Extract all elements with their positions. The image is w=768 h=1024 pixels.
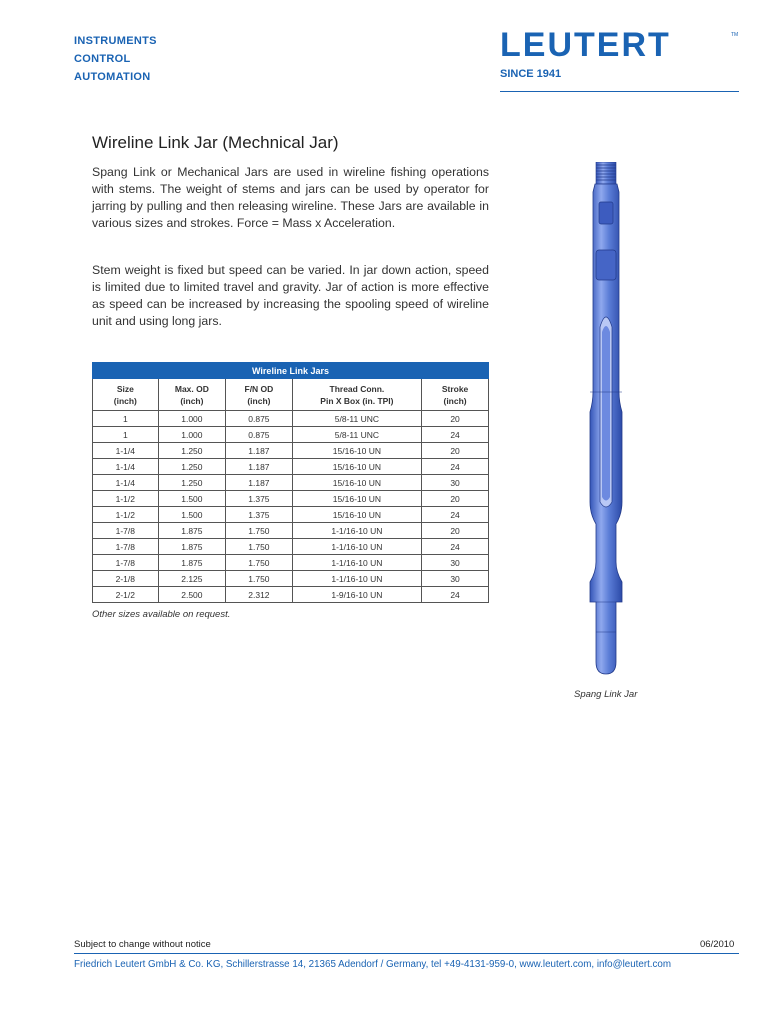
table-cell: 1.250 [158, 475, 225, 491]
page-title: Wireline Link Jar (Mechnical Jar) [92, 133, 339, 152]
table-cell: 1.875 [158, 539, 225, 555]
table-cell: 1.250 [158, 443, 225, 459]
table-cell: 1-1/16-10 UN [292, 523, 421, 539]
table-row [93, 443, 489, 459]
table-cell: 1-7/8 [93, 539, 159, 555]
tagline-automation: AUTOMATION [74, 71, 151, 83]
company-logo: LEUTERT [500, 26, 671, 64]
tagline-instruments: INSTRUMENTS [74, 35, 157, 47]
table-header-row [93, 379, 489, 411]
table-cell: 30 [422, 555, 489, 571]
table-cell: 2.500 [158, 587, 225, 603]
table-row [93, 459, 489, 475]
footer-divider [74, 953, 739, 954]
table-cell: 20 [422, 491, 489, 507]
figure-caption: Spang Link Jar [574, 689, 638, 700]
table-cell: 1-1/16-10 UN [292, 539, 421, 555]
table-cell: 1-1/4 [93, 459, 159, 475]
table-row [93, 555, 489, 571]
table-cell: 24 [422, 459, 489, 475]
column-header-line: Pin X Box (in. TPI) [320, 395, 394, 406]
table-cell: 1.375 [226, 491, 293, 507]
body-window [596, 250, 616, 280]
table-cell: 1.500 [158, 507, 225, 523]
table-cell: 15/16-10 UN [292, 459, 421, 475]
table-cell: 1-1/16-10 UN [292, 571, 421, 587]
tagline-control: CONTROL [74, 53, 131, 65]
footer-date: 06/2010 [700, 939, 735, 950]
column-header-line: (inch) [247, 395, 271, 406]
table-cell: 1.750 [226, 555, 293, 571]
column-header [93, 379, 159, 411]
table-row [93, 571, 489, 587]
table-row [93, 411, 489, 427]
column-header-line: F/N OD [244, 383, 274, 394]
footer-notice: Subject to change without notice [74, 939, 211, 950]
table-row [93, 523, 489, 539]
fishing-neck-slot [599, 202, 613, 224]
since-label: SINCE 1941 [500, 68, 562, 80]
table-cell: 15/16-10 UN [292, 443, 421, 459]
table-cell: 1-1/4 [93, 475, 159, 491]
table-cell: 0.875 [226, 411, 293, 427]
table-cell: 2-1/8 [93, 571, 159, 587]
table-cell: 1.000 [158, 411, 225, 427]
table-row [93, 427, 489, 443]
table-cell: 1.750 [226, 539, 293, 555]
header-divider [500, 91, 739, 92]
table-cell: 2.312 [226, 587, 293, 603]
intro-paragraph: Spang Link or Mechanical Jars are used in wireline fishing operations with stems. The weight of stems and jars can be used by operator for jarring by pulling and then releasing wireline. These Jars are available in various sizes and strokes. Force = Mass x Acceleration. [92, 165, 489, 230]
table-cell: 30 [422, 475, 489, 491]
table-cell: 2-1/2 [93, 587, 159, 603]
table-cell: 1.750 [226, 571, 293, 587]
table-cell: 1.187 [226, 459, 293, 475]
table-cell: 24 [422, 587, 489, 603]
table-caption: Wireline Link Jars [93, 363, 489, 379]
table-cell: 15/16-10 UN [292, 491, 421, 507]
table-cell: 24 [422, 507, 489, 523]
table-cell: 1.875 [158, 523, 225, 539]
column-header-line: Thread Conn. [329, 383, 385, 394]
table-cell: 1-9/16-10 UN [292, 587, 421, 603]
table-row [93, 587, 489, 603]
column-header-line: (inch) [443, 395, 467, 406]
table-cell: 15/16-10 UN [292, 507, 421, 523]
table-cell: 1 [93, 427, 159, 443]
column-header-line: Max. OD [174, 383, 209, 394]
table-body [93, 411, 489, 603]
trademark-mark: TM [731, 32, 739, 38]
table-cell: 20 [422, 411, 489, 427]
table-row [93, 507, 489, 523]
table-cell: 5/8-11 UNC [292, 411, 421, 427]
thread-pin [596, 162, 616, 184]
column-header [292, 379, 421, 411]
table-row [93, 539, 489, 555]
column-header-line: (inch) [180, 395, 204, 406]
table-cell: 1-7/8 [93, 555, 159, 571]
table-cell: 1-1/4 [93, 443, 159, 459]
spang-link-jar-illustration [578, 162, 634, 682]
table-cell: 24 [422, 539, 489, 555]
table-cell: 1 [93, 411, 159, 427]
table-cell: 1-7/8 [93, 523, 159, 539]
column-header-line: (inch) [113, 395, 137, 406]
table-cell: 5/8-11 UNC [292, 427, 421, 443]
table-cell: 1.187 [226, 475, 293, 491]
table-cell: 1.875 [158, 555, 225, 571]
column-header-line: Stroke [441, 383, 469, 394]
table-cell: 1-1/16-10 UN [292, 555, 421, 571]
column-header [226, 379, 293, 411]
column-header-line: Size [116, 383, 134, 394]
table-cell: 1.375 [226, 507, 293, 523]
detail-paragraph: Stem weight is fixed but speed can be varied. In jar down action, speed is limited due to limited travel and gravity. Jar of action is more effective as speed can be increased by increasing the spooling speed of wireline unit and using long jars. [92, 263, 489, 328]
table-cell: 20 [422, 443, 489, 459]
table-cell: 2.125 [158, 571, 225, 587]
table-cell: 1.250 [158, 459, 225, 475]
table-row [93, 491, 489, 507]
table-cell: 30 [422, 571, 489, 587]
column-header [158, 379, 225, 411]
table-cell: 20 [422, 523, 489, 539]
spec-table [92, 362, 489, 603]
table-cell: 0.875 [226, 427, 293, 443]
table-cell: 1.500 [158, 491, 225, 507]
table-cell: 1-1/2 [93, 507, 159, 523]
table-note: Other sizes available on request. [92, 609, 231, 620]
table-cell: 24 [422, 427, 489, 443]
table-cell: 1.000 [158, 427, 225, 443]
column-header [422, 379, 489, 411]
table-cell: 1.187 [226, 443, 293, 459]
table-cell: 1-1/2 [93, 491, 159, 507]
table-cell: 15/16-10 UN [292, 475, 421, 491]
footer-address: Friedrich Leutert GmbH & Co. KG, Schillerstrasse 14, 21365 Adendorf / Germany, tel +49-4131-959-0, www.leutert.com, info@leutert.com [74, 959, 672, 970]
table-row [93, 475, 489, 491]
table-cell: 1.750 [226, 523, 293, 539]
header-tagline [74, 32, 157, 86]
